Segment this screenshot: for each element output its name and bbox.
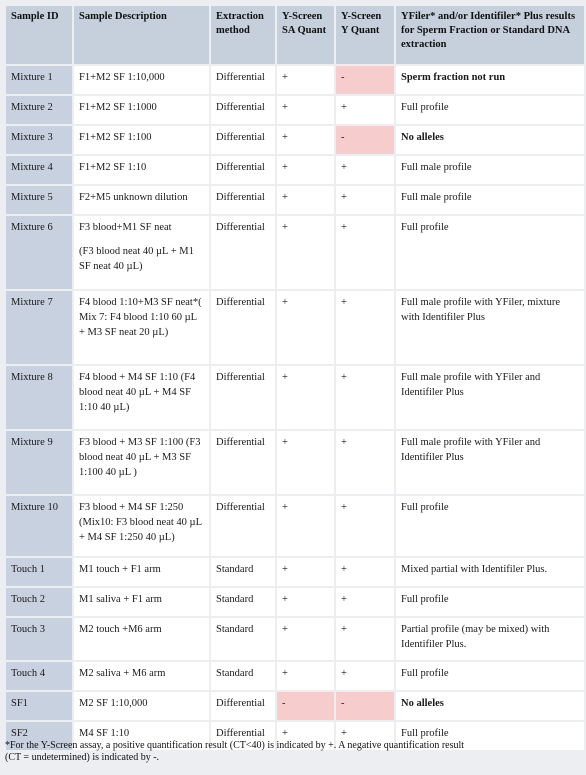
sample-description-cell [74,692,209,720]
y-quant-cell: - [336,66,394,94]
y-quant-cell: + [336,156,394,184]
extraction-method-cell: Differential [211,366,275,429]
y-quant-cell: + [336,588,394,616]
y-quant-cell: + [336,722,394,750]
sample-id-cell: Mixture 9 [6,431,72,494]
result-cell: Full profile [396,216,584,289]
result-cell: Full profile [396,588,584,616]
sample-description-text: F4 blood 1:10+M3 SF neat*( Mix 7: F4 blood 1:10 60 µL + M3 SF neat 20 µL) [79,297,202,338]
footnote-line-1: *For the Y-Screen assay, a positive quantification result (CT<40) is indicated by +. A negative quantification result [5,740,465,751]
header-sample-description: Sample Description [74,6,209,64]
sample-description-cell [74,558,209,586]
extraction-method-cell: Differential [211,216,275,289]
extraction-method-cell: Standard [211,558,275,586]
result-cell: No alleles [396,692,584,720]
result-cell: Full profile [396,722,584,750]
sample-description-cell [74,186,209,214]
table-row [6,431,584,494]
results-table [4,4,586,752]
sa-quant-cell: + [277,291,334,364]
sample-id-cell: Mixture 5 [6,186,72,214]
sample-id-cell: SF2 [6,722,72,750]
extraction-method-cell: Standard [211,618,275,660]
sample-description-text: M1 touch + F1 arm [79,564,161,575]
sample-description-text: F1+M2 SF 1:1000 [79,102,157,113]
table-row [6,692,584,720]
table-row [6,156,584,184]
extraction-method-cell: Differential [211,126,275,154]
sample-id-cell: Mixture 8 [6,366,72,429]
sa-quant-cell: + [277,558,334,586]
result-cell: Full male profile with YFiler and Identifiler Plus [396,431,584,494]
sample-description-cell [74,618,209,660]
table-row [6,126,584,154]
header-sample-id: Sample ID [6,6,72,64]
result-cell: Full male profile with YFiler, mixture with Identifiler Plus [396,291,584,364]
sample-description-cell [74,96,209,124]
y-quant-cell: + [336,496,394,556]
result-cell: No alleles [396,126,584,154]
header-results: YFiler* and/or Identifiler* Plus results for Sperm Fraction or Standard DNA extraction [396,6,584,64]
sample-id-cell: Mixture 6 [6,216,72,289]
y-quant-cell: + [336,618,394,660]
sample-id-cell: Touch 2 [6,588,72,616]
result-cell: Sperm fraction not run [396,66,584,94]
y-quant-cell: - [336,692,394,720]
sample-description-text: F1+M2 SF 1:10,000 [79,72,165,83]
sa-quant-cell: + [277,156,334,184]
sa-quant-cell: + [277,662,334,690]
sa-quant-cell: + [277,618,334,660]
sample-id-cell: Mixture 10 [6,496,72,556]
y-quant-cell: + [336,431,394,494]
y-quant-cell: + [336,291,394,364]
header-y-quant: Y-Screen Y Quant [336,6,394,64]
sa-quant-cell: + [277,366,334,429]
sample-description-text: F1+M2 SF 1:10 [79,162,147,173]
sample-description-text: M4 SF 1:10 [79,728,130,739]
sample-id-cell: Mixture 2 [6,96,72,124]
sample-id-cell: Mixture 3 [6,126,72,154]
table-row [6,588,584,616]
sample-description-cell [74,662,209,690]
sample-description-cell [74,66,209,94]
sample-description-text: F4 blood + M4 SF 1:10 (F4 blood neat 40 µL + M4 SF 1:10 40 µL) [79,372,196,413]
extraction-method-cell: Standard [211,662,275,690]
result-cell: Full male profile [396,186,584,214]
extraction-method-cell: Differential [211,66,275,94]
y-quant-cell: + [336,558,394,586]
sa-quant-cell: + [277,722,334,750]
extraction-method-cell: Differential [211,496,275,556]
table-row [6,662,584,690]
extraction-method-cell: Differential [211,291,275,364]
sample-id-cell: Mixture 1 [6,66,72,94]
sample-description-text: M1 saliva + F1 arm [79,594,162,605]
result-cell: Full profile [396,96,584,124]
sample-id-cell: Touch 4 [6,662,72,690]
result-cell: Partial profile (may be mixed) with Identifiler Plus. [396,618,584,660]
y-quant-cell: + [336,366,394,429]
sample-description-note: (F3 blood neat 40 µL + M1 SF neat 40 µL) [79,246,194,272]
result-cell: Full male profile [396,156,584,184]
extraction-method-cell: Differential [211,431,275,494]
extraction-method-cell: Differential [211,96,275,124]
sa-quant-cell: + [277,496,334,556]
header-sa-quant: Y-Screen SA Quant [277,6,334,64]
sa-quant-cell: + [277,588,334,616]
sa-quant-cell: + [277,431,334,494]
sample-description-text: F3 blood + M4 SF 1:250 (Mix10: F3 blood neat 40 µL + M4 SF 1:250 40 µL) [79,502,202,543]
sample-description-cell [74,291,209,364]
extraction-method-cell: Standard [211,588,275,616]
result-cell: Full profile [396,662,584,690]
sample-id-cell: Touch 3 [6,618,72,660]
sample-description-text: F3 blood+M1 SF neat [79,222,172,233]
table-row [6,618,584,660]
sample-id-cell: Touch 1 [6,558,72,586]
extraction-method-cell: Differential [211,186,275,214]
sa-quant-cell: - [277,692,334,720]
result-cell: Full male profile with YFiler and Identifiler Plus [396,366,584,429]
sample-description-cell [74,216,209,289]
table-row [6,291,584,364]
sa-quant-cell: + [277,96,334,124]
sample-description-cell [74,431,209,494]
sa-quant-cell: + [277,126,334,154]
header-extraction-method: Extraction method [211,6,275,64]
sample-description-text: F2+M5 unknown dilution [79,192,188,203]
sample-description-text: M2 touch +M6 arm [79,624,162,635]
result-cell: Mixed partial with Identifiler Plus. [396,558,584,586]
extraction-method-cell: Differential [211,156,275,184]
table-row [6,558,584,586]
header-row [6,6,584,64]
sample-description-text: M2 SF 1:10,000 [79,698,148,709]
y-quant-cell: + [336,96,394,124]
table-body [6,66,584,750]
sample-id-cell: Mixture 7 [6,291,72,364]
y-quant-cell: - [336,126,394,154]
extraction-method-cell: Differential [211,692,275,720]
table-row [6,186,584,214]
sa-quant-cell: + [277,216,334,289]
table-row [6,366,584,429]
sample-description-cell [74,588,209,616]
table-row [6,96,584,124]
sample-id-cell: Mixture 4 [6,156,72,184]
y-quant-cell: + [336,216,394,289]
sample-description-cell [74,126,209,154]
y-quant-cell: + [336,662,394,690]
sample-description-cell [74,496,209,556]
extraction-method-cell: Differential [211,722,275,750]
footnote [5,740,575,764]
result-cell: Full profile [396,496,584,556]
footnote-line-2: (CT = undetermined) is indicated by -. [5,752,160,763]
sample-description-text: F3 blood + M3 SF 1:100 (F3 blood neat 40 µL + M3 SF 1:100 40 µL ) [79,437,201,478]
sample-description-cell [74,366,209,429]
sample-id-cell: SF1 [6,692,72,720]
y-quant-cell: + [336,186,394,214]
sa-quant-cell: + [277,186,334,214]
sample-description-cell [74,156,209,184]
table-row [6,216,584,289]
sample-description-text: F1+M2 SF 1:100 [79,132,152,143]
sample-description-text: M2 saliva + M6 arm [79,668,166,679]
table-row [6,496,584,556]
sa-quant-cell: + [277,66,334,94]
table-row [6,66,584,94]
